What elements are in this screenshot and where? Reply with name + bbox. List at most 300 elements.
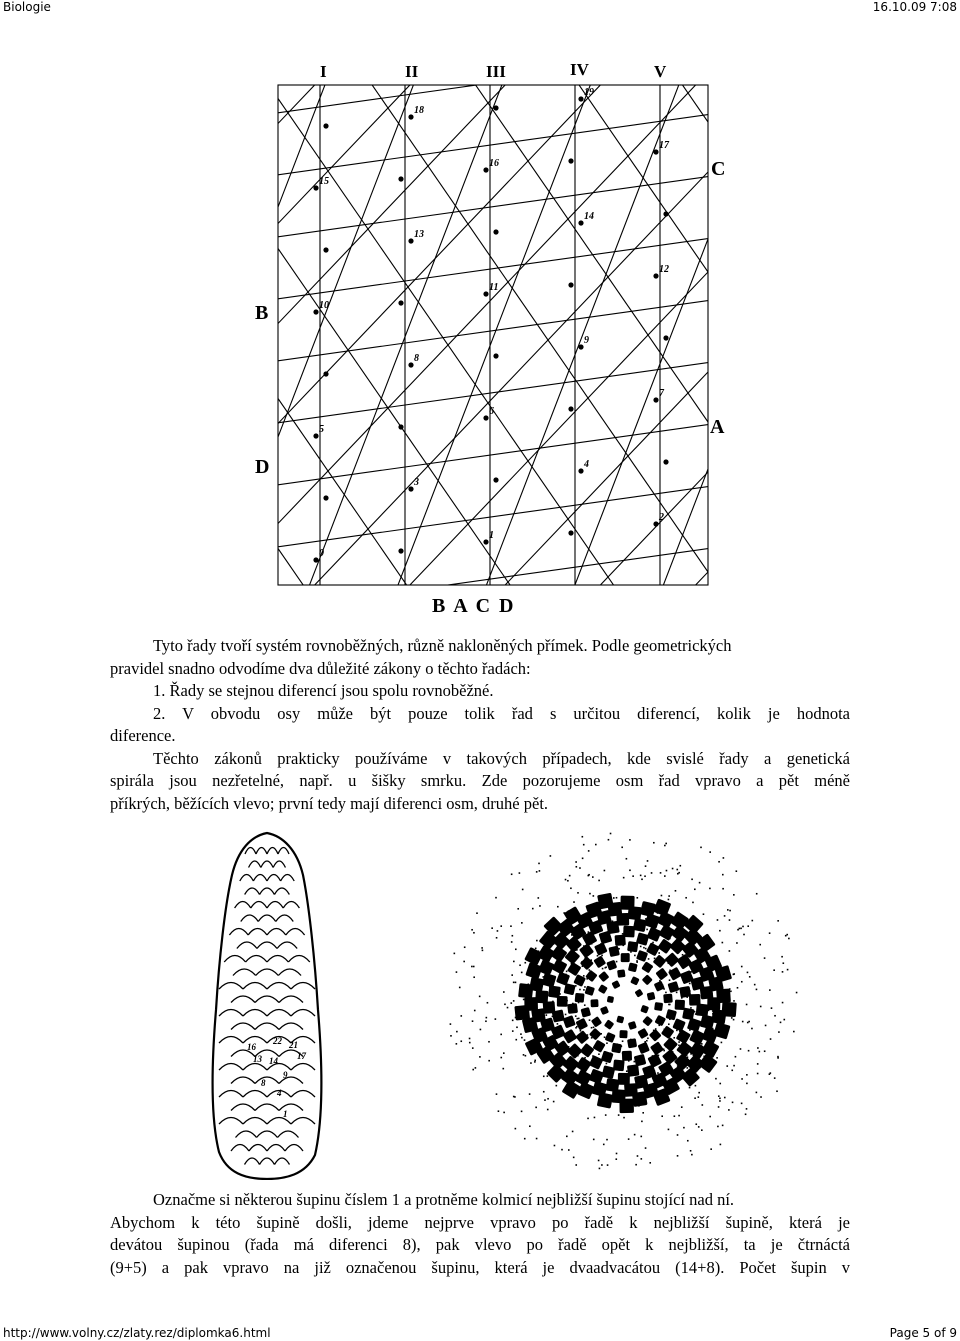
speckle [604, 870, 606, 872]
speckle [664, 875, 666, 877]
side-label-c: C [711, 158, 726, 180]
speckle [469, 1038, 471, 1040]
spiral-scale [618, 1073, 630, 1085]
lattice-node [408, 114, 413, 119]
spiral-scale [654, 1002, 663, 1011]
speckle [592, 876, 594, 878]
speckle [737, 987, 739, 989]
speckle [554, 1145, 556, 1147]
speckle [598, 1160, 600, 1162]
speckle [719, 930, 721, 932]
page-header [0, 0, 960, 14]
spiral-scale [619, 1099, 634, 1114]
speckle [603, 1144, 605, 1146]
speckle [623, 877, 625, 879]
speckle [765, 1025, 767, 1027]
speckle [450, 1023, 452, 1025]
speckle [589, 893, 591, 895]
speckle [479, 996, 481, 998]
lattice-node [408, 362, 413, 367]
spiral-scale [716, 988, 731, 1003]
speckle [450, 1035, 452, 1037]
speckle [641, 878, 643, 880]
speckle [660, 872, 662, 874]
spiral-scale [579, 943, 594, 958]
lattice-line-steep-left [258, 55, 728, 489]
speckle [783, 962, 785, 964]
spiral-scale [654, 1015, 666, 1027]
col-label-1: I [320, 62, 327, 81]
p1-line-1: Tyto řady tvoří systém rovnoběžných, různě nakloněných přímek. Podle geometrických [153, 636, 732, 655]
speckle [530, 1062, 532, 1064]
speckle [598, 1053, 600, 1055]
cone-number-9: 9 [283, 1070, 288, 1080]
speckle [566, 971, 568, 973]
spiral-scale [647, 992, 656, 1001]
speckle [516, 1026, 518, 1028]
spiral-scale [598, 971, 609, 982]
speckle [786, 934, 788, 936]
lattice-node [493, 229, 498, 234]
speckle [741, 981, 743, 983]
speckle [606, 1139, 608, 1141]
speckle [471, 966, 473, 968]
lattice-line-diagonal [258, 151, 728, 620]
speckle [668, 895, 670, 897]
speckle [557, 906, 559, 908]
speckle [637, 897, 639, 899]
speckle [641, 1121, 643, 1123]
speckle [689, 1087, 691, 1089]
speckle [787, 969, 789, 971]
speckle [718, 1095, 720, 1097]
speckle [675, 890, 677, 892]
lattice-node [313, 433, 318, 438]
spiral-scale [611, 1043, 622, 1054]
spiral-scale [597, 1092, 614, 1109]
speckle [456, 1043, 458, 1045]
lattice-node-number: 12 [659, 264, 669, 275]
speckle [576, 866, 578, 868]
spiral-scale [640, 1005, 649, 1014]
speckle [759, 1051, 761, 1053]
spiral-scale [611, 980, 620, 989]
speckle [513, 982, 515, 984]
speckle [666, 870, 668, 872]
speckle [575, 1027, 577, 1029]
lattice-line-diagonal [258, 55, 728, 245]
speckle [771, 1007, 773, 1009]
speckle [653, 842, 655, 844]
speckle [579, 989, 581, 991]
speckle [654, 958, 656, 960]
speckle [759, 944, 761, 946]
speckle [523, 1054, 525, 1056]
speckle [515, 982, 517, 984]
lattice-node [398, 176, 403, 181]
paragraph-2 [110, 1189, 850, 1279]
spiral-scale [593, 956, 606, 969]
speckle [454, 953, 456, 955]
spiral-scale [518, 983, 533, 998]
spiral-scale [661, 1026, 675, 1040]
spiral-scale [592, 1040, 605, 1053]
speckle [640, 875, 642, 877]
speckle [543, 1076, 545, 1078]
lattice-node-number: 2 [659, 512, 664, 523]
speckle [672, 868, 674, 870]
speckle [521, 1111, 523, 1113]
speckle [550, 855, 552, 857]
speckle [722, 942, 724, 944]
lattice-diagram [248, 55, 738, 620]
lattice-node-number: 13 [414, 229, 424, 240]
speckle [756, 893, 758, 895]
speckle [572, 1131, 574, 1133]
speckle [577, 892, 579, 894]
lattice-node [408, 486, 413, 491]
speckle [546, 1014, 548, 1016]
lattice-node-number: 6 [489, 406, 494, 417]
spiral-scale [620, 896, 634, 910]
speckle [634, 1134, 636, 1136]
speckle [680, 865, 682, 867]
lattice-node [493, 477, 498, 482]
speckle [645, 948, 647, 950]
speckle [769, 932, 771, 934]
spiral-scale [589, 1028, 602, 1041]
speckle [726, 1065, 728, 1067]
spiral-scale [669, 938, 686, 955]
spiral-scale [634, 989, 643, 998]
speckle [534, 1060, 536, 1062]
spiral-scale [598, 984, 608, 994]
lattice-node [653, 273, 658, 278]
speckle [567, 880, 569, 882]
speckle [504, 1004, 506, 1006]
p1-line-4: 2. V obvodu osy může být pouze tolik řad s určitou diferencí, kolik je hodnota [153, 703, 850, 723]
speckle [481, 947, 483, 949]
speckle [691, 1154, 693, 1156]
speckle [641, 1158, 643, 1160]
speckle [717, 1126, 719, 1128]
cone-number-1: 1 [283, 1109, 288, 1119]
side-label-a: A [710, 416, 725, 438]
speckle [756, 1092, 758, 1094]
spiral-scale [597, 893, 614, 910]
speckle [751, 1028, 753, 1030]
speckle [616, 897, 618, 899]
speckle [524, 1138, 526, 1140]
lattice-node [493, 353, 498, 358]
speckle [460, 1015, 462, 1017]
speckle [556, 1085, 558, 1087]
speckle [777, 1056, 779, 1058]
speckle [718, 861, 720, 863]
speckle [736, 870, 738, 872]
speckle [511, 873, 513, 875]
speckle [536, 940, 538, 942]
speckle [588, 969, 590, 971]
spiral-scale-pattern [440, 830, 800, 1175]
lattice-node-number: 9 [584, 335, 589, 346]
spiral-scale [556, 972, 570, 986]
speckle [503, 1052, 505, 1054]
speckle [700, 847, 702, 849]
p1-line-6: Těchto zákonů prakticky používáme v takových případech, kde svislé řady a genetická [153, 748, 850, 768]
lattice-node [568, 158, 573, 163]
spiral-scale [663, 994, 673, 1004]
speckle [623, 1117, 625, 1119]
lattice-node [323, 495, 328, 500]
lattice-line-steep [258, 55, 728, 601]
spiral-scale [642, 1016, 653, 1027]
speckle [770, 1072, 772, 1074]
speckle [740, 1048, 742, 1050]
speckle [583, 844, 585, 846]
speckle [717, 919, 719, 921]
speckle [521, 1037, 523, 1039]
speckle [485, 1020, 487, 1022]
speckle [642, 1112, 644, 1114]
speckle [655, 1028, 657, 1030]
speckle [727, 909, 729, 911]
speckle [646, 1040, 648, 1042]
speckle [597, 955, 599, 957]
speckle [578, 1018, 580, 1020]
spiral-scale [632, 1091, 648, 1107]
speckle [733, 974, 735, 976]
speckle [510, 1002, 512, 1004]
speckle [742, 1021, 744, 1023]
speckle [694, 1097, 696, 1099]
speckle [608, 839, 610, 841]
header-title: Biologie [3, 0, 51, 14]
spiral-scale [562, 1080, 582, 1100]
lattice-node [323, 371, 328, 376]
speckle [498, 1110, 500, 1112]
speckle [487, 1002, 489, 1004]
p1-line-2: pravidel snadno odvodíme dva důležité zákony o těchto řadách: [110, 658, 531, 678]
speckle [777, 920, 779, 922]
speckle [566, 1136, 568, 1138]
speckle [507, 1007, 509, 1009]
speckle [692, 902, 694, 904]
lattice-node [483, 291, 488, 296]
speckle [488, 1060, 490, 1062]
lattice-node [313, 309, 318, 314]
lattice-node [568, 282, 573, 287]
speckle [677, 873, 679, 875]
speckle [733, 1019, 735, 1021]
lattice-node [398, 300, 403, 305]
speckle [503, 1112, 505, 1114]
lattice-node [653, 397, 658, 402]
speckle [733, 1065, 735, 1067]
speckle [576, 1018, 578, 1020]
spiral-scale [672, 1018, 685, 1031]
speckle [776, 1090, 778, 1092]
speckle [523, 999, 525, 1001]
speckle [539, 905, 541, 907]
speckle [604, 1036, 606, 1038]
speckle [491, 927, 493, 929]
lattice-line-steep [258, 220, 728, 621]
spiral-scale [525, 962, 542, 979]
speckle [460, 1040, 462, 1042]
speckle [613, 897, 615, 899]
cone-number-4: 4 [277, 1088, 282, 1098]
speckle [729, 910, 731, 912]
speckle [472, 1069, 474, 1071]
lattice-node [568, 530, 573, 535]
lattice-node-number: 0 [319, 548, 324, 559]
speckle [709, 888, 711, 890]
spiral-scale [590, 999, 598, 1007]
p1-line-7: spirála jsou nezřetelné, např. u šišky smrku. Zde pozorujeme osm řad vpravo a pět méně [110, 771, 850, 790]
speckle [633, 1061, 635, 1063]
speckle [456, 971, 458, 973]
speckle [536, 871, 538, 873]
speckle [547, 1098, 549, 1100]
speckle [604, 967, 606, 969]
speckle [669, 979, 671, 981]
lattice-node [408, 238, 413, 243]
speckle [496, 1093, 498, 1095]
spiral-scale [668, 981, 680, 993]
speckle [756, 989, 758, 991]
spiral-scale [682, 1008, 695, 1021]
speckle [580, 1030, 582, 1032]
lattice-node-number: 15 [319, 176, 329, 187]
speckle [686, 1067, 688, 1069]
speckle [746, 1004, 748, 1006]
lattice-node [313, 557, 318, 562]
spiral-scale [623, 926, 635, 938]
p1-line-3: 1. Řady se stejnou diferencí jsou spolu rovnoběžné. [153, 681, 494, 700]
speckle [724, 915, 726, 917]
speckle [537, 897, 539, 899]
speckle [740, 928, 742, 930]
speckle [582, 858, 584, 860]
col-label-5: V [654, 62, 667, 81]
speckle [500, 1034, 502, 1036]
speckle [456, 1031, 458, 1033]
speckle [575, 1164, 577, 1166]
speckle [780, 1022, 782, 1024]
speckle [521, 922, 523, 924]
lattice-line-steep [258, 55, 728, 451]
speckle [575, 861, 577, 863]
speckle [676, 869, 678, 871]
lattice-node-number: 14 [584, 211, 594, 222]
speckle [594, 1117, 596, 1119]
speckle [512, 935, 514, 937]
spiral-scale [650, 1041, 664, 1055]
spiral-scale [649, 1029, 662, 1042]
speckle [473, 976, 475, 978]
spiral-scale [601, 1051, 614, 1064]
lattice-node [568, 406, 573, 411]
speckle [643, 947, 645, 949]
spiral-scale [617, 969, 625, 977]
cone-number-22: 22 [273, 1036, 282, 1046]
spiral-scale [628, 1021, 637, 1030]
speckle [629, 869, 631, 871]
speckle [770, 1038, 772, 1040]
speckle [747, 1022, 749, 1024]
speckle [757, 1063, 759, 1065]
speckle [482, 950, 484, 952]
speckle [565, 1014, 567, 1016]
speckle [645, 865, 647, 867]
speckle [746, 1083, 748, 1085]
speckle [587, 1118, 589, 1120]
lattice-node-number: 3 [414, 477, 419, 488]
spiral-scale [633, 918, 647, 932]
speckle [515, 1039, 517, 1041]
speckle [796, 992, 798, 994]
speckle [616, 961, 618, 963]
speckle [583, 989, 585, 991]
speckle [647, 860, 649, 862]
speckle [695, 1123, 697, 1125]
speckle [520, 1033, 522, 1035]
side-label-d: D [255, 456, 270, 478]
speckle [553, 1101, 555, 1103]
lattice-line-steep-left [258, 187, 728, 620]
speckle [764, 957, 766, 959]
speckle [472, 1047, 474, 1049]
spiral-scale [675, 1000, 685, 1010]
spiral-scales [514, 893, 736, 1113]
speckle [636, 961, 638, 963]
speckle [473, 932, 475, 934]
p2-line-3: devátou šupinou (řada má diferenci 8), pak vlevo po řadě opět k nejbližší, ta je čtrnáctá [110, 1235, 850, 1254]
page-footer [0, 1325, 960, 1341]
lattice-line-steep-left [258, 55, 728, 259]
speckle [459, 987, 461, 989]
speckle [681, 1106, 683, 1108]
spiral-scale [604, 1019, 614, 1029]
speckle [691, 879, 693, 881]
speckle [690, 1150, 692, 1152]
spiral-scale [630, 976, 639, 985]
speckle [731, 1070, 733, 1072]
speckle [648, 958, 650, 960]
spiral-scale [548, 985, 561, 998]
speckle [547, 1109, 549, 1111]
speckle [698, 1092, 700, 1094]
speckle [733, 1000, 735, 1002]
speckle [525, 1055, 527, 1057]
speckle [647, 1037, 649, 1039]
speckle [519, 872, 521, 874]
lattice-node [493, 105, 498, 110]
cone-number-13: 13 [253, 1054, 262, 1064]
speckle [547, 1075, 549, 1077]
speckle [570, 887, 572, 889]
speckle [749, 976, 751, 978]
spiral-scale [627, 1038, 637, 1048]
speckle [463, 961, 465, 963]
speckle [728, 1109, 730, 1111]
spiral-scale [654, 981, 665, 992]
speckle [469, 1042, 471, 1044]
speckle [752, 920, 754, 922]
speckle [710, 1148, 712, 1150]
speckle [788, 938, 790, 940]
